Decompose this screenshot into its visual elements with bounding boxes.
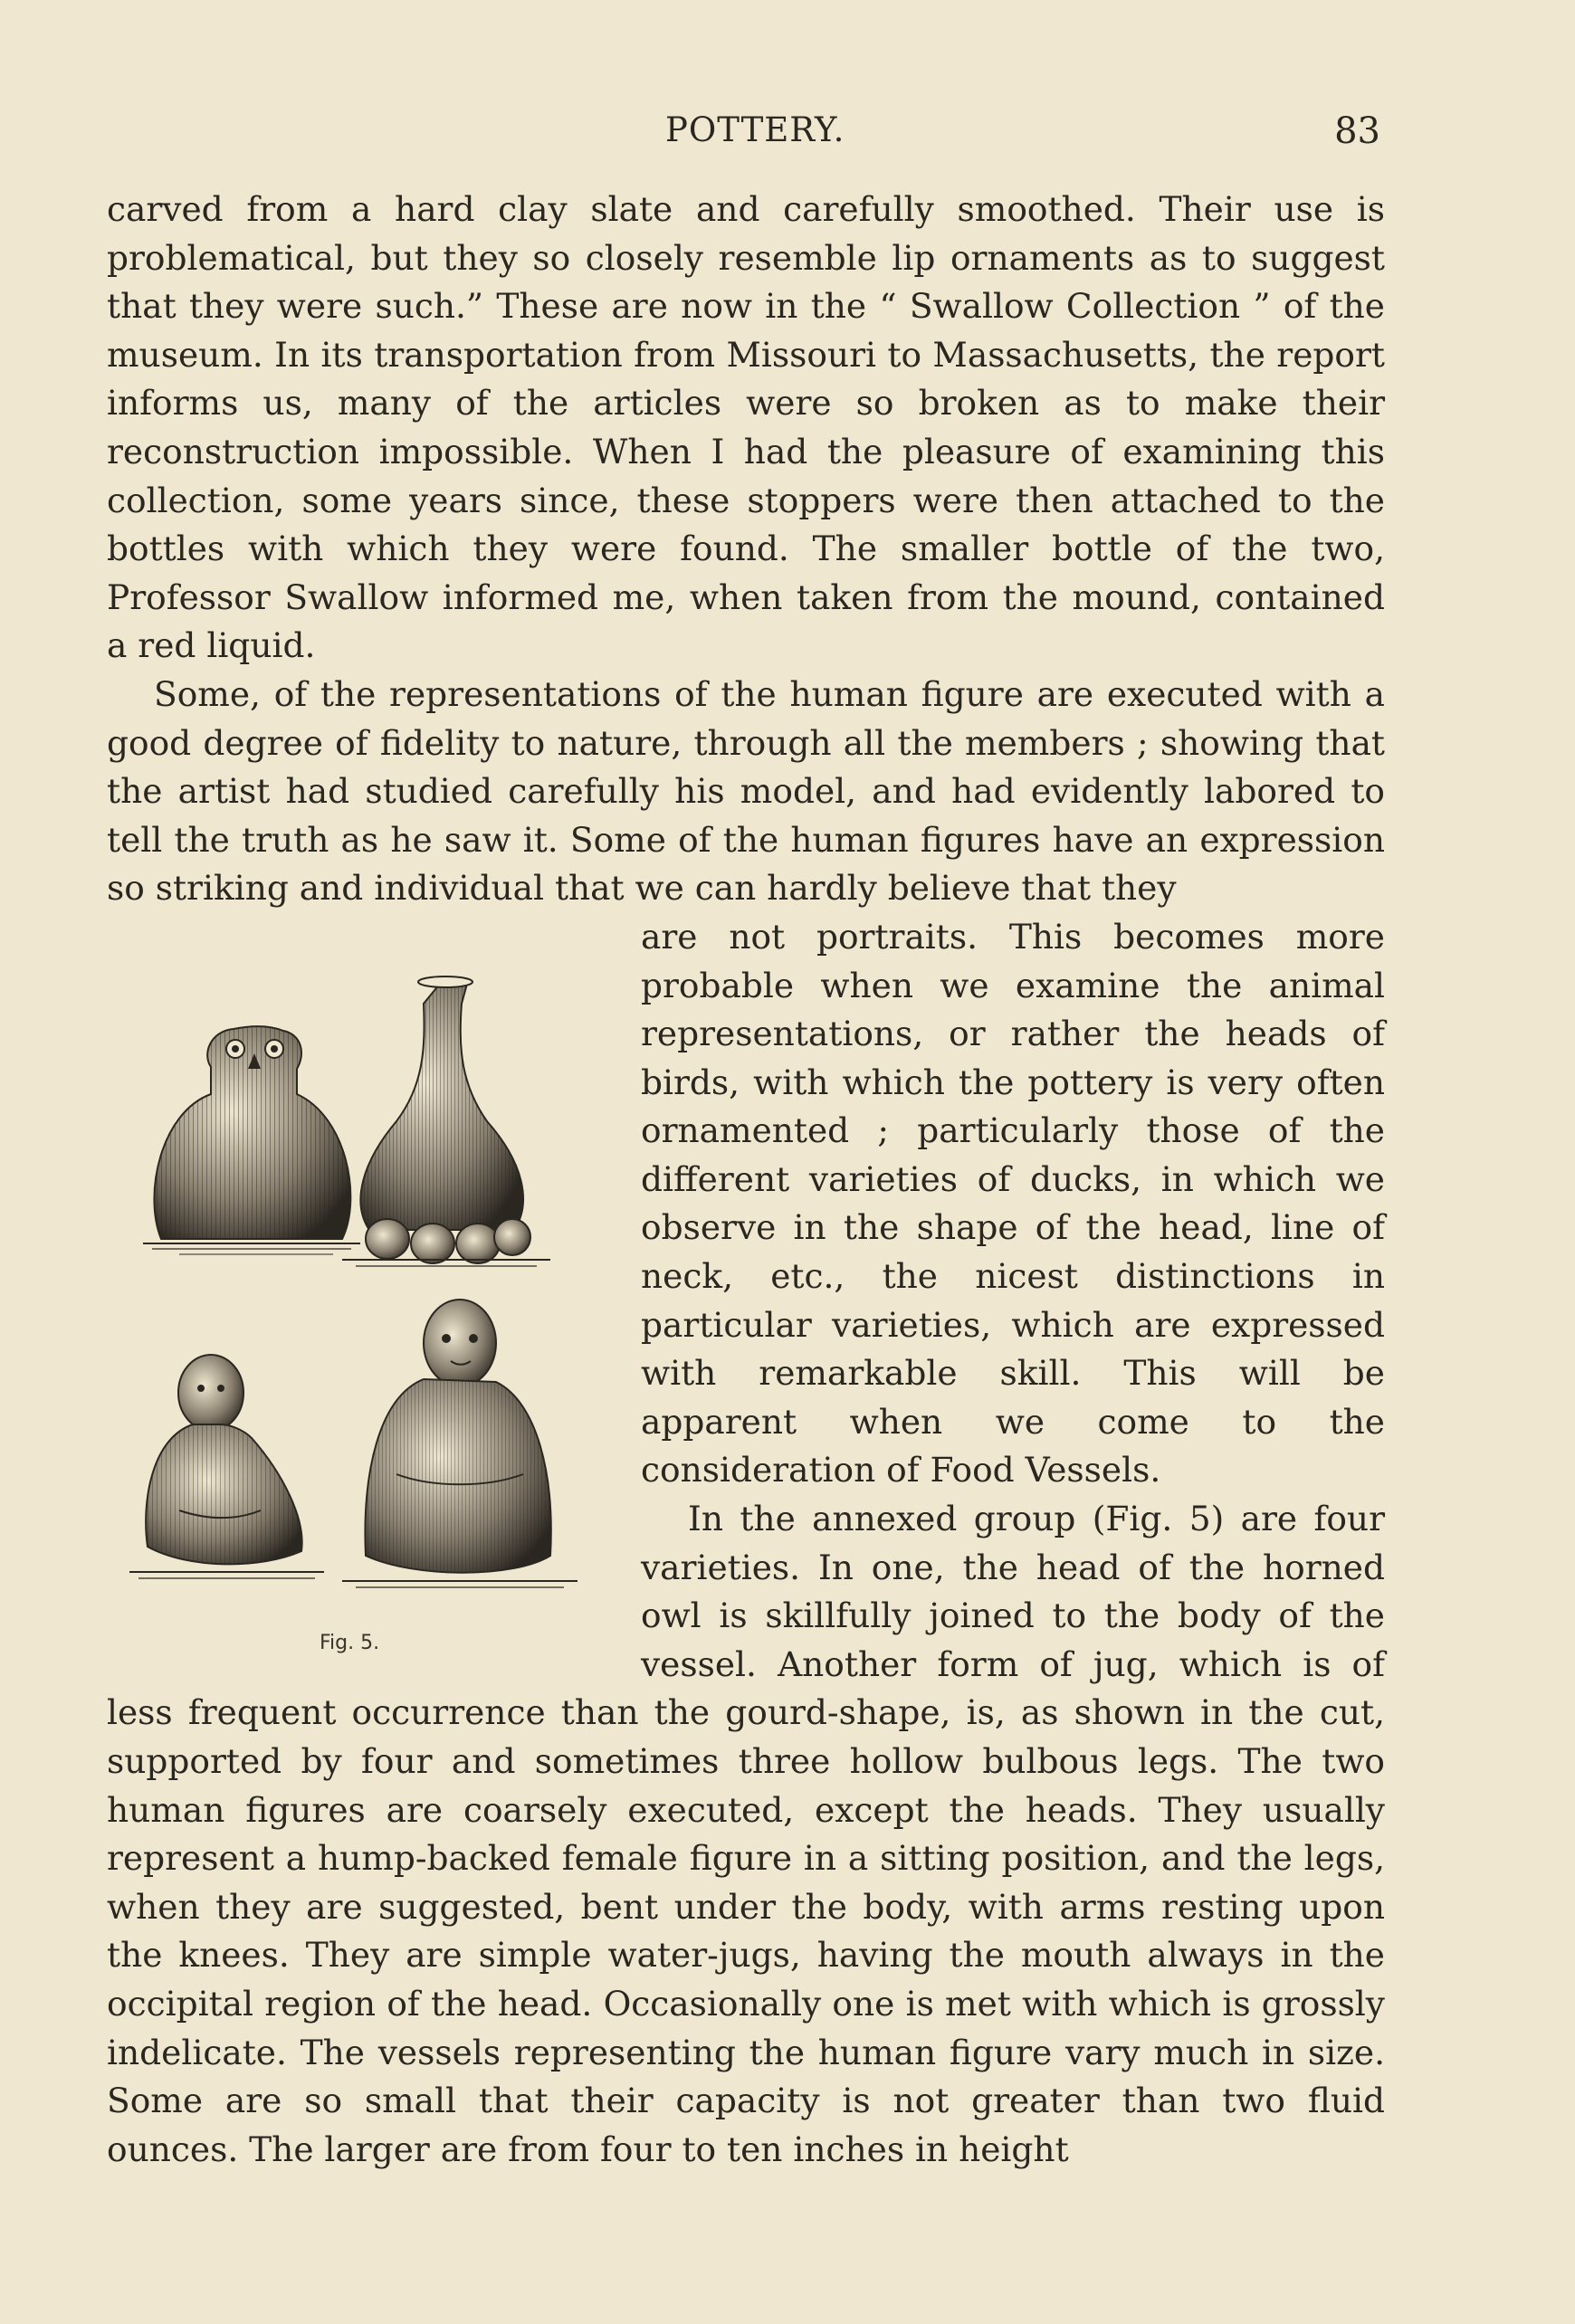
seated-figure-large-icon bbox=[342, 1300, 578, 1587]
body-text bbox=[107, 186, 1385, 2174]
page-header bbox=[0, 110, 1575, 156]
running-head: POTTERY. bbox=[665, 110, 845, 149]
figure-caption: Fig. 5. bbox=[320, 1631, 380, 1654]
figure-5 bbox=[125, 913, 614, 1686]
paragraph-2: Some, of the representations of the human figure are executed with a good degree of fidelity to nature, through all the members ; showing that the artist had studied carefully his model, and had evidently labored to tell the truth as he saw it. Some of the human figures have an expression so striking and individual that we can hardly believe that they bbox=[107, 673, 1385, 909]
owl-head-jug-icon bbox=[143, 1026, 360, 1254]
wrap-paragraph-2: In the annexed group (Fig. 5) are four varieties. In one, the head of the horned owl is skillfully joined to the body of the vessel. Another form of jug, which is of less frequent occurrence than the gourd-shape, is, as shown in the cut, supported by four and sometimes three hollow bulbous legs. The two human figures are coarsely executed, except the heads. They usually represent a hump-backed female figure in a sitting position, and the legs, when they are suggested, bent under the body, with arms resting upon the knees. They are simple water-jugs, having the mouth always in the occipital region of the head. Occasionally one is met with which is grossly indelicate. The vessels representing the human figure vary much in size. Some are so small that their capacity is not greater than two fluid ounces. The larger are from four to ten inches in height bbox=[107, 1499, 1385, 2169]
four-legged-bottle-icon bbox=[342, 976, 550, 1266]
figure-5-illustration bbox=[125, 967, 614, 1664]
wrap-paragraph-1: are not portraits. This becomes more probable when we examine the animal representations, or rather the heads of birds, with which the pottery is very often ornamented ; particularly those of the different varieties of ducks, in which we observe in the shape of the head, line of neck, etc., the nicest distinctions in particular varieties, which are expressed with remarkable skill. This will be apparent when we come to the consideration of Food Vessels. bbox=[641, 916, 1385, 1491]
seated-figure-small-icon bbox=[129, 1355, 324, 1578]
paragraph-1: carved from a hard clay slate and carefully smoothed. Their use is problematical, but they so closely resemble lip ornaments as to suggest that they were such.” These are now in the “ Swallow Collection ” of the museum. In its transportation from Missouri to Massachusetts, the report informs us, many of the articles were so broken as to make their reconstruction impossible. When I had the pleasure of examining this collection, some years since, these stoppers were then attached to the bottles with which they were found. The smaller bottle of the two, Professor Swallow informed me, when taken from the mound, contained a red liquid. bbox=[107, 189, 1385, 666]
page-number: 83 bbox=[1334, 110, 1380, 152]
